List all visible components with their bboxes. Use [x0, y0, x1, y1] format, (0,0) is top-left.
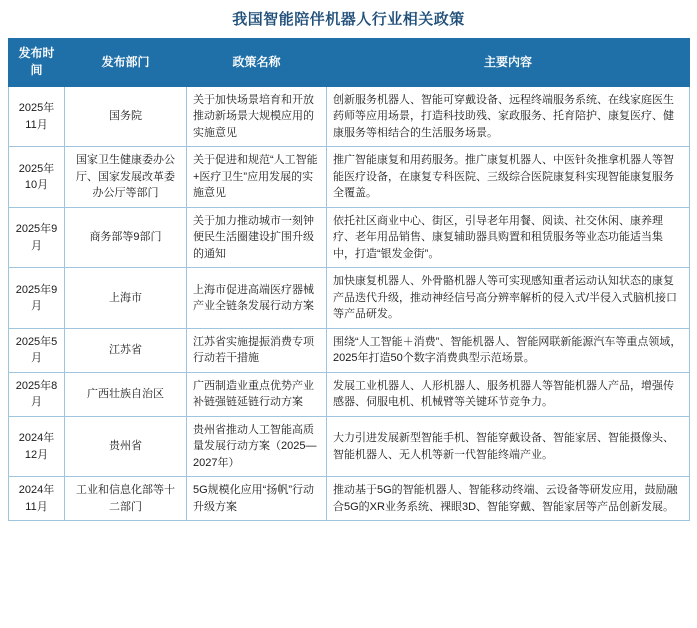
cell-department: 商务部等9部门 [65, 207, 187, 268]
page-title: 我国智能陪伴机器人行业相关政策 [232, 11, 465, 28]
table-row [9, 416, 690, 477]
cell-policy-name: 江苏省实施提振消费专项行动若干措施 [187, 328, 327, 372]
cell-main-content: 推动基于5G的智能机器人、智能移动终端、云设备等研发应用，鼓励融合5G的XR业务系统、裸眼3D、智能穿戴、智能家居等产品创新发展。 [327, 477, 690, 521]
table-row [9, 86, 690, 147]
table-row [9, 147, 690, 208]
cell-policy-name: 关于加快场景培育和开放推动新场景大规模应用的实施意见 [187, 86, 327, 147]
table-row [9, 328, 690, 372]
cell-main-content: 创新服务机器人、智能可穿戴设备、远程终端服务系统、在线家庭医生药师等应用场景，打造科技助残、家政服务、托育陪护、康复医疗、健康服务等相结合的生活服务场景。 [327, 86, 690, 147]
cell-policy-name: 上海市促进高端医疗器械产业全链条发展行动方案 [187, 268, 327, 329]
cell-policy-name: 贵州省推动人工智能高质量发展行动方案（2025—2027年） [187, 416, 327, 477]
cell-department: 上海市 [65, 268, 187, 329]
cell-policy-name: 关于加力推动城市一刻钟便民生活圈建设扩围升级的通知 [187, 207, 327, 268]
table-header-row [9, 39, 690, 87]
cell-date: 2025年5月 [9, 328, 65, 372]
cell-date: 2025年9月 [9, 207, 65, 268]
cell-main-content: 围绕“人工智能＋消费”、智能机器人、智能网联新能源汽车等重点领域，2025年打造50个数字消费典型示范场景。 [327, 328, 690, 372]
table-row [9, 477, 690, 521]
table-row [9, 372, 690, 416]
cell-department: 国务院 [65, 86, 187, 147]
column-header-main-content: 主要内容 [327, 39, 690, 87]
cell-policy-name: 广西制造业重点优势产业补链强链延链行动方案 [187, 372, 327, 416]
cell-department: 贵州省 [65, 416, 187, 477]
cell-date: 2025年8月 [9, 372, 65, 416]
cell-main-content: 依托社区商业中心、街区，引导老年用餐、阅读、社交休闲、康养理疗、老年用品销售、康复辅助器具购置和租赁服务等业态功能适当集中，打造“银发金街”。 [327, 207, 690, 268]
column-header-date: 发布时间 [9, 39, 65, 87]
cell-date: 2024年11月 [9, 477, 65, 521]
cell-department: 工业和信息化部等十二部门 [65, 477, 187, 521]
cell-date: 2025年11月 [9, 86, 65, 147]
cell-department: 江苏省 [65, 328, 187, 372]
column-header-policy-name: 政策名称 [187, 39, 327, 87]
cell-policy-name: 5G规模化应用“扬帆”行动升级方案 [187, 477, 327, 521]
column-header-department: 发布部门 [65, 39, 187, 87]
table-row [9, 268, 690, 329]
cell-date: 2025年10月 [9, 147, 65, 208]
cell-date: 2025年9月 [9, 268, 65, 329]
cell-main-content: 加快康复机器人、外骨骼机器人等可实现感知重者运动认知状态的康复产品迭代升级，推动神经信号高分辨率解析的侵入式/半侵入式脑机接口等产品研发。 [327, 268, 690, 329]
cell-policy-name: 关于促进和规范“人工智能+医疗卫生”应用发展的实施意见 [187, 147, 327, 208]
cell-main-content: 发展工业机器人、人形机器人、服务机器人等智能机器人产品，增强传感器、伺服电机、机械臂等关键环节竞争力。 [327, 372, 690, 416]
cell-department: 国家卫生健康委办公厅、国家发展改革委办公厅等部门 [65, 147, 187, 208]
policy-table [8, 38, 690, 521]
cell-main-content: 大力引进发展新型智能手机、智能穿戴设备、智能家居、智能摄像头、智能机器人、无人机等新一代智能终端产业。 [327, 416, 690, 477]
cell-department: 广西壮族自治区 [65, 372, 187, 416]
cell-main-content: 推广智能康复和用药服务。推广康复机器人、中医针灸推拿机器人等智能医疗设备，在康复专科医院、三级综合医院康复科实现智能康复服务全覆盖。 [327, 147, 690, 208]
table-row [9, 207, 690, 268]
cell-date: 2024年12月 [9, 416, 65, 477]
